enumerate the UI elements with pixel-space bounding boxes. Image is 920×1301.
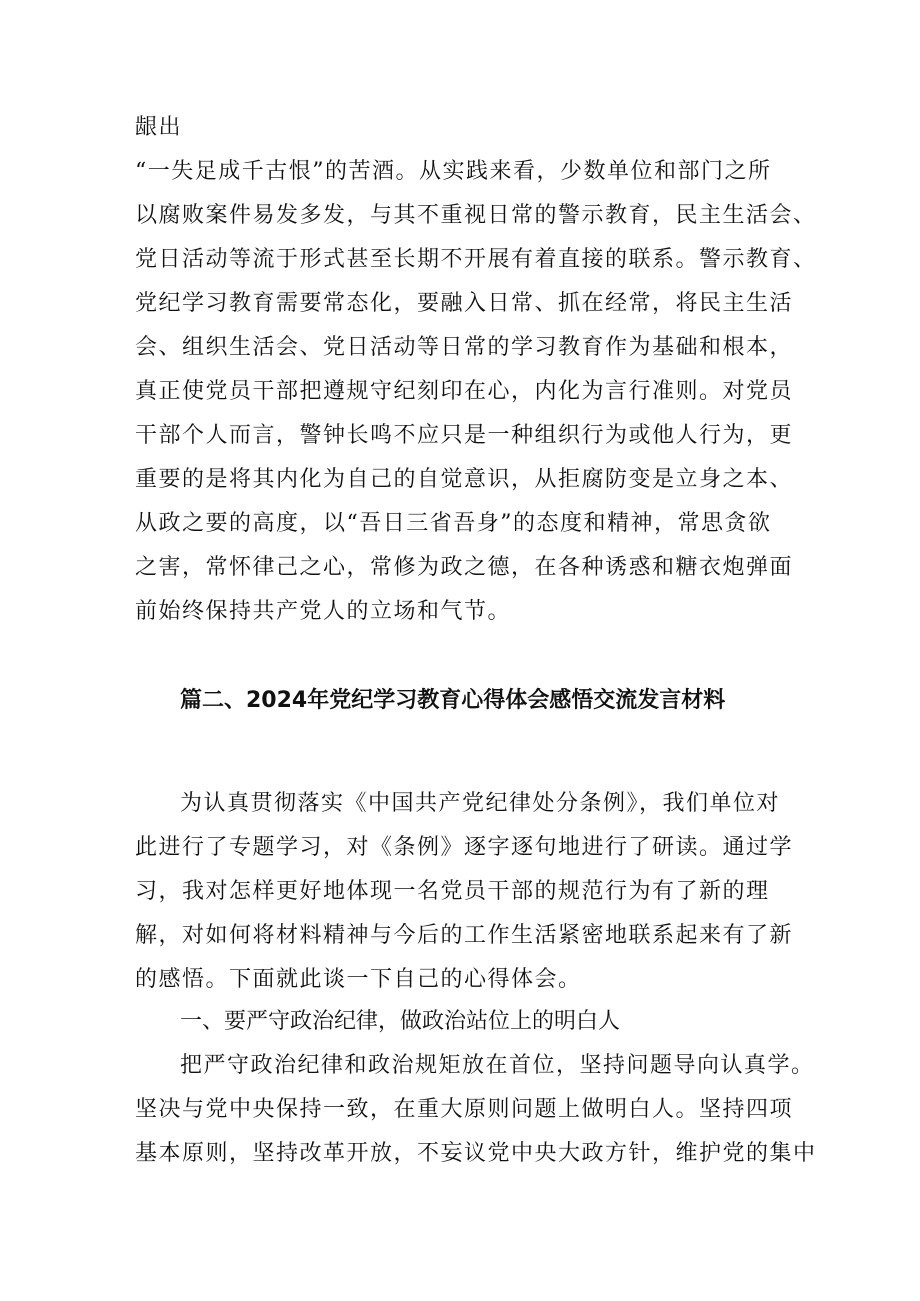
paragraph-line: 之害，常怀律己之心，常修为政之德，在各种诱惑和糖衣炮弹面 (135, 555, 794, 580)
paragraph-line: 干部个人而言，警钟长鸣不应只是一种组织行为或他人行为，更 (135, 423, 794, 448)
paragraph-line: 会、组织生活会、党日活动等日常的学习教育作为基础和根本， (135, 335, 794, 360)
paragraph-line: 真正使党员干部把遵规守纪刻印在心，内化为言行准则。对党员 (135, 379, 794, 404)
paragraph-line: 习，我对怎样更好地体现一名党员干部的规范行为有了新的理 (135, 879, 770, 904)
paragraph-line: 基本原则，坚持改革开放，不妄议党中央大政方针，维护党的集中 (135, 1141, 817, 1166)
paragraph-line: “一失足成千古恨”的苦酒。从实践来看，少数单位和部门之所 (135, 159, 772, 184)
paragraph-line: 龈出 (135, 115, 183, 140)
paragraph-line: 以腐败案件易发多发，与其不重视日常的警示教育，民主生活会、 (135, 203, 817, 228)
paragraph-line: 为认真贯彻落实《中国共产党纪律处分条例》，我们单位对 (180, 791, 781, 816)
paragraph-line: 解，对如何将材料精神与今后的工作生活紧密地联系起来有了新 (135, 923, 794, 948)
paragraph-line: 的感悟。下面就此谈一下自己的心得体会。 (135, 967, 582, 992)
article-title: 篇二、2024年党纪学习教育心得体会感悟交流发言材料 (180, 688, 726, 713)
paragraph-line: 重要的是将其内化为自己的自觉意识，从拒腐防变是立身之本、 (135, 467, 794, 492)
section-subheading: 一、要严守政治纪律，做政治站位上的明白人 (180, 1009, 621, 1034)
paragraph-line: 坚决与党中央保持一致，在重大原则问题上做明白人。坚持四项 (135, 1097, 794, 1122)
paragraph-line: 此进行了专题学习，对《条例》逐字逐句地进行了研读。通过学 (135, 835, 794, 860)
paragraph-line: 党纪学习教育需要常态化，要融入日常、抓在经常，将民主生活 (135, 291, 794, 316)
paragraph-line: 把严守政治纪律和政治规矩放在首位，坚持问题导向认真学。 (180, 1053, 815, 1078)
paragraph-line: 从政之要的高度，以“吾日三省吾身”的态度和精神，常思贪欲 (135, 511, 772, 536)
paragraph-line: 党日活动等流于形式甚至长期不开展有着直接的联系。警示教育、 (135, 247, 817, 272)
paragraph-line: 前始终保持共产党人的立场和气节。 (135, 599, 512, 624)
